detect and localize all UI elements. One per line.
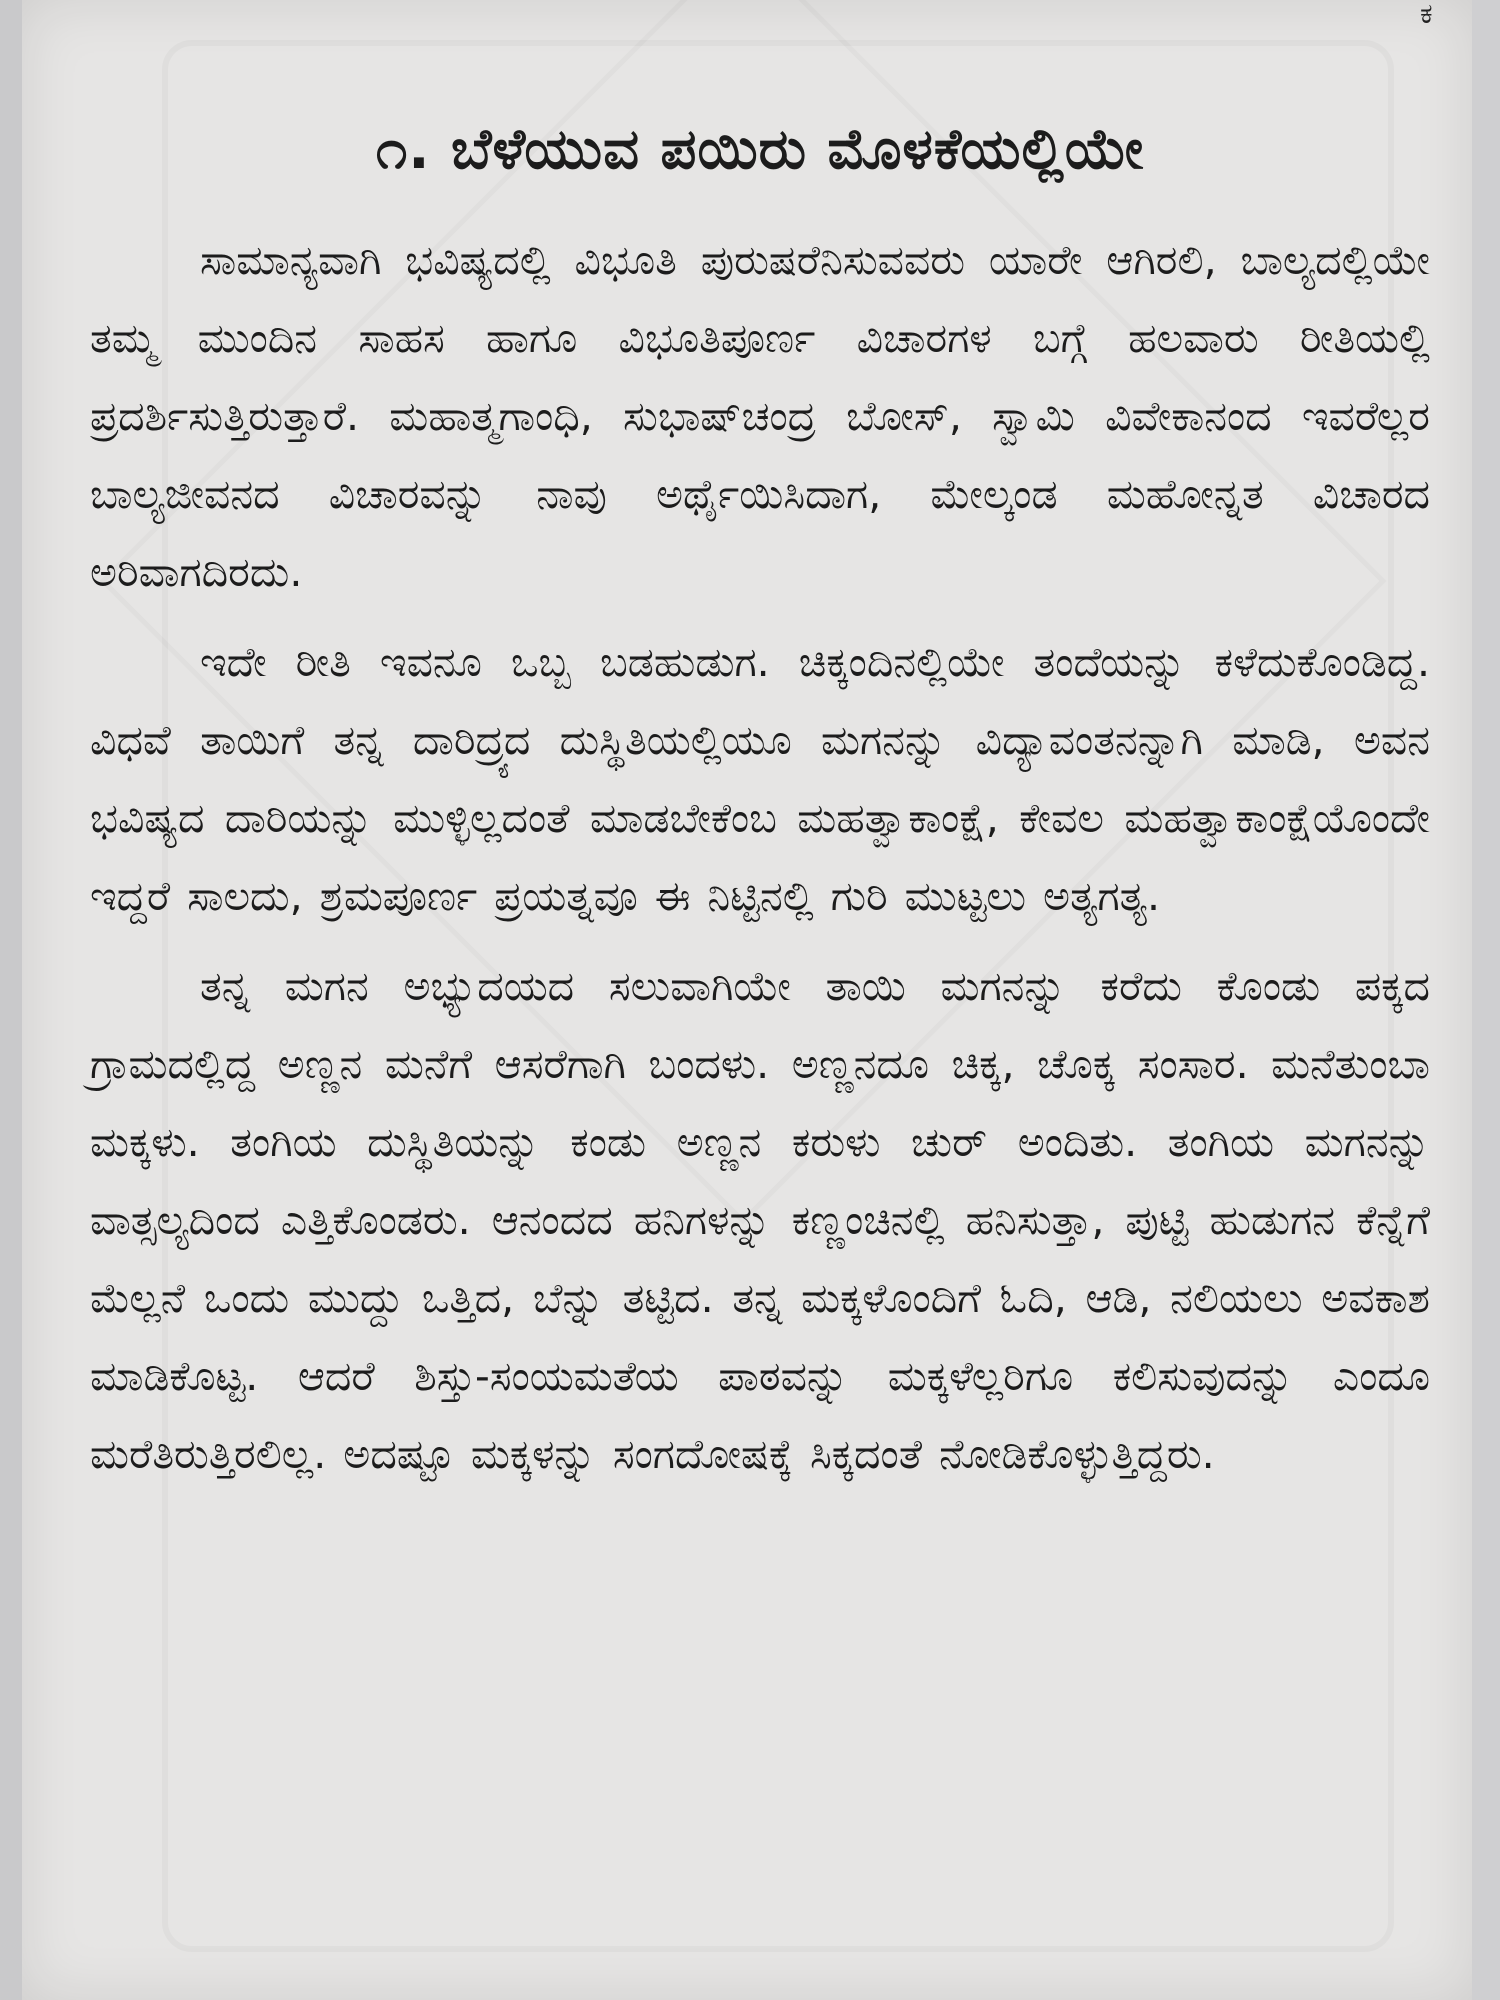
paragraph-3: ತನ್ನ ಮಗನ ಅಭ್ಯುದಯದ ಸಲುವಾಗಿಯೇ ತಾಯಿ ಮಗನನ್ನು ಕರೆದು ಕೊಂಡು ಪಕ್ಕದ ಗ್ರಾಮದಲ್ಲಿದ್ದ ಅಣ್ಣನ ಮನೆಗೆ ಆಸರೆಗಾಗಿ ಬಂದಳು. ಅಣ್ಣನದೂ ಚಿಕ್ಕ, ಚೊಕ್ಕ ಸಂಸಾರ. ಮನೆತುಂಬಾ ಮಕ್ಕಳು. ತಂಗಿಯ ದುಸ್ಥಿತಿಯನ್ನು ಕಂಡು ಅಣ್ಣನ ಕರುಳು ಚುರ್ ಅಂದಿತು. ತಂಗಿಯ ಮಗನನ್ನು ವಾತ್ಸಲ್ಯದಿಂದ ಎತ್ತಿಕೊಂಡರು. ಆನಂದದ ಹನಿಗಳನ್ನು ಕಣ್ಣಂಚಿನಲ್ಲಿ ಹನಿಸುತ್ತಾ, ಪುಟ್ಟಿ ಹುಡುಗನ ಕೆನ್ನೆಗೆ ಮೆಲ್ಲನೆ ಒಂದು ಮುದ್ದು ಒತ್ತಿದ, ಬೆನ್ನು ತಟ್ಟಿದ. ತನ್ನ ಮಕ್ಕಳೊಂದಿಗೆ ಓದಿ, ಆಡಿ, ನಲಿಯಲು ಅವಕಾಶ ಮಾಡಿಕೊಟ್ಟ. ಆದರೆ ಶಿಸ್ತು-ಸಂಯಮತೆಯ ಪಾಠವನ್ನು ಮಕ್ಕಳೆಲ್ಲರಿಗೂ ಕಲಿಸುವುದನ್ನು ಎಂದೂ ಮರೆತಿರುತ್ತಿರಲಿಲ್ಲ. ಅದಷ್ಟೂ ಮಕ್ಕಳನ್ನು ಸಂಗದೋಷಕ್ಕೆ ಸಿಕ್ಕದಂತೆ ನೋಡಿಕೊಳ್ಳುತ್ತಿದ್ದರು. [90,962,1430,1478]
page-edge-left [0,0,22,2000]
paragraph-1: ಸಾಮಾನ್ಯವಾಗಿ ಭವಿಷ್ಯದಲ್ಲಿ ವಿಭೂತಿ ಪುರುಷರೆನಿಸುವವರು ಯಾರೇ ಆಗಿರಲಿ, ಬಾಲ್ಯದಲ್ಲಿಯೇ ತಮ್ಮ ಮುಂದಿನ ಸಾಹಸ ಹಾಗೂ ವಿಭೂತಿಪೂರ್ಣ ವಿಚಾರಗಳ ಬಗ್ಗೆ ಹಲವಾರು ರೀತಿಯಲ್ಲಿ ಪ್ರದರ್ಶಿಸುತ್ತಿರುತ್ತಾರೆ. ಮಹಾತ್ಮಗಾಂಧಿ, ಸುಭಾಷ್‌ಚಂದ್ರ ಬೋಸ್, ಸ್ವಾಮಿ ವಿವೇಕಾನಂದ ಇವರೆಲ್ಲರ ಬಾಲ್ಯಜೀವನದ ವಿಚಾರವನ್ನು ನಾವು ಅರ್ಥೈಯಿಸಿದಾಗ, ಮೇಲ್ಕಂಡ ಮಹೋನ್ನತ ವಿಚಾರದ ಅರಿವಾಗದಿರದು. [90,236,1430,596]
page-edge-right [1472,0,1500,2000]
chapter-content [90,115,1430,1505]
chapter-title: ೧. ಬೆಳೆಯುವ ಪಯಿರು ಮೊಳಕೆಯಲ್ಲಿಯೇ [375,117,1145,182]
page-corner-mark: ಕ [1420,0,1433,30]
paragraph-2: ಇದೇ ರೀತಿ ಇವನೂ ಒಬ್ಬ ಬಡಹುಡುಗ. ಚಿಕ್ಕಂದಿನಲ್ಲಿಯೇ ತಂದೆಯನ್ನು ಕಳೆದುಕೊಂಡಿದ್ದ. ವಿಧವೆ ತಾಯಿಗೆ ತನ್ನ ದಾರಿದ್ರ್ಯದ ದುಸ್ಥಿತಿಯಲ್ಲಿಯೂ ಮಗನನ್ನು ವಿದ್ಯಾವಂತನನ್ನಾಗಿ ಮಾಡಿ, ಅವನ ಭವಿಷ್ಯದ ದಾರಿಯನ್ನು ಮುಳ್ಳಿಲ್ಲದಂತೆ ಮಾಡಬೇಕೆಂಬ ಮಹತ್ವಾಕಾಂಕ್ಷೆ, ಕೇವಲ ಮಹತ್ವಾಕಾಂಕ್ಷೆಯೊಂದೇ ಇದ್ದರೆ ಸಾಲದು, ಶ್ರಮಪೂರ್ಣ ಪ್ರಯತ್ನವೂ ಈ ನಿಟ್ಟಿನಲ್ಲಿ ಗುರಿ ಮುಟ್ಟಲು ಅತ್ಯಗತ್ಯ. [90,638,1430,920]
